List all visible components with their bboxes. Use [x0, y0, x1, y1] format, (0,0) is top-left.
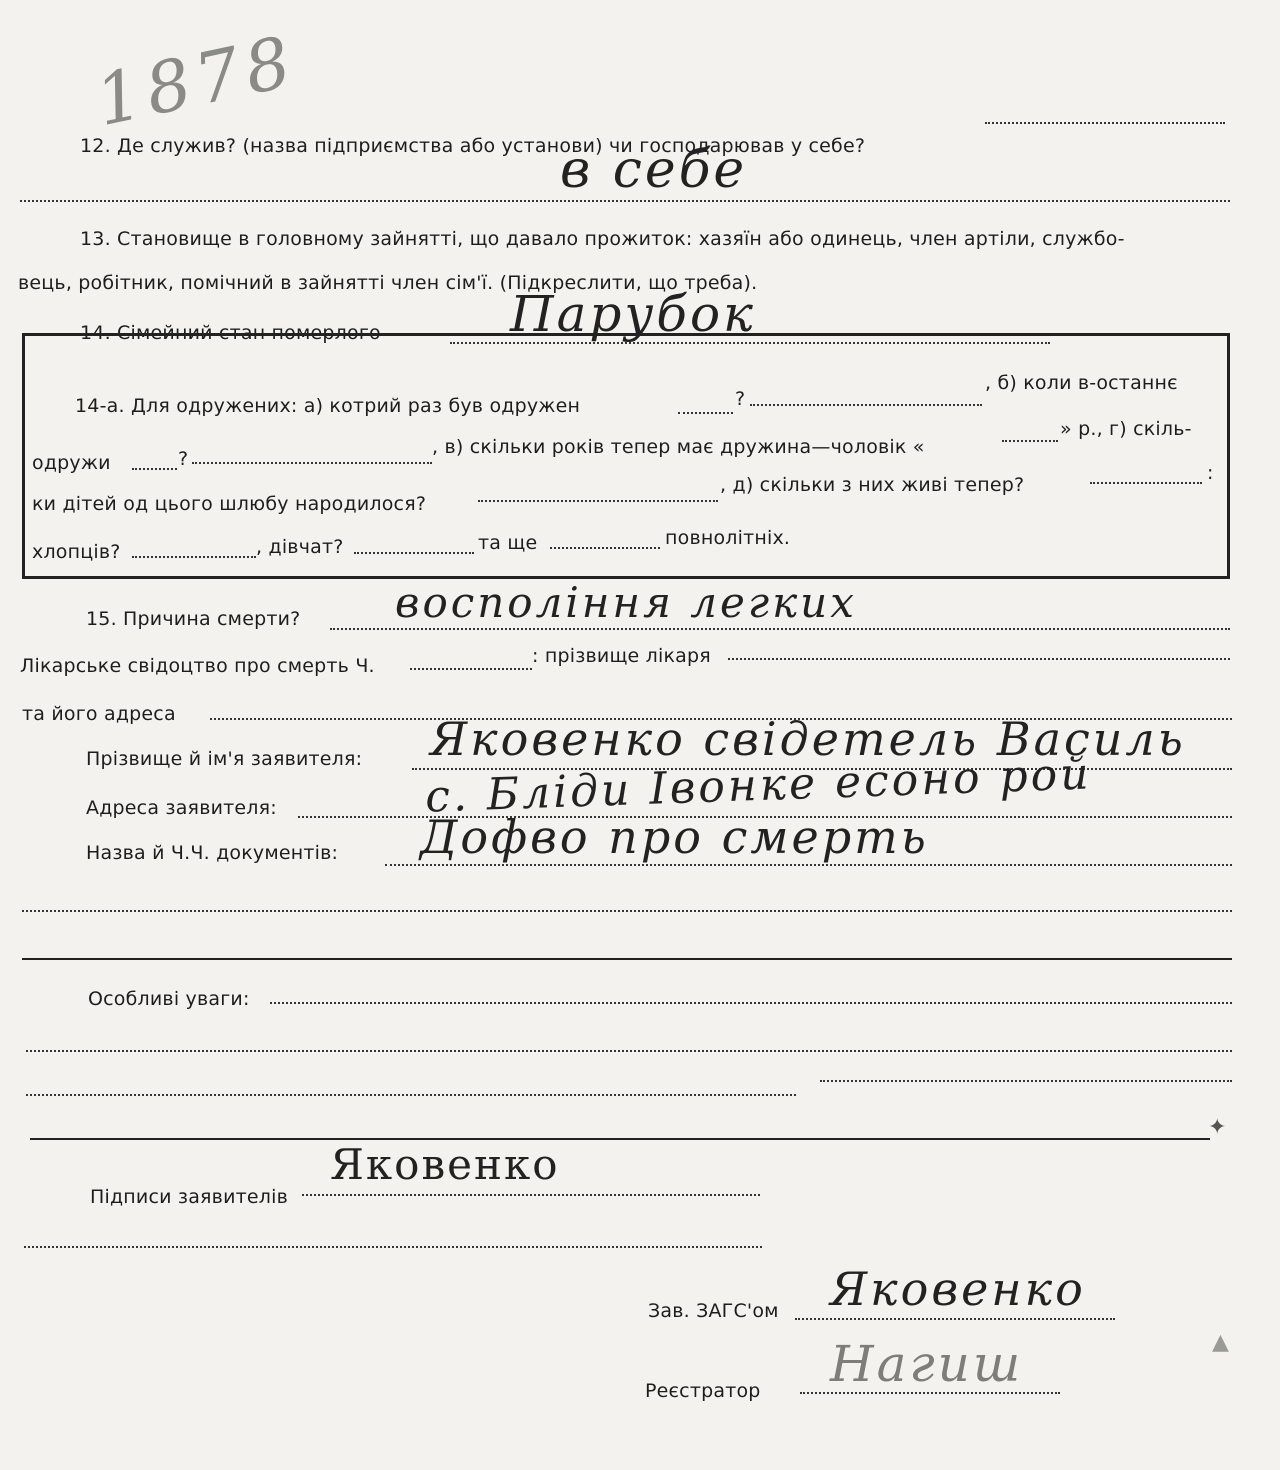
- q14a-l1-dots-1: [678, 412, 733, 414]
- registrar-sign-label: Реєстратор: [645, 1380, 761, 1402]
- q14a-l3-dots-1: [478, 500, 718, 502]
- q12-line: [985, 122, 1225, 124]
- q14a-l3-a: ки дітей од цього шлюбу народилося?: [32, 493, 427, 515]
- applicant-name-label: Прізвище й ім'я заявителя:: [86, 748, 363, 770]
- applicant-address-label: Адреса заявителя:: [86, 797, 277, 819]
- doctor-address-label: та його адреса: [22, 703, 176, 725]
- remarks-line-2: [26, 1050, 1232, 1052]
- q14a-l2-b: , в) скільки років тепер має дружина—чоловік «: [432, 436, 925, 458]
- applicant-signature: Яковенко: [330, 1140, 560, 1189]
- doctor-label-b: : прізвище лікаря: [532, 645, 711, 667]
- q14a-l4-c: та ще: [478, 532, 538, 554]
- q14a-l2-a: одружи: [32, 452, 111, 474]
- applicant-address-answer: с. Бліди Івонке есоно рой: [424, 748, 1093, 823]
- q14-label: 14. Сімейний стан померлого: [80, 322, 381, 344]
- q14a-l2-dots-2: [192, 462, 432, 464]
- q14a-l3-c: :: [1207, 462, 1214, 484]
- applicant-docs-label: Назва й Ч.Ч. документів:: [86, 842, 339, 864]
- q15-line: [330, 628, 1230, 630]
- q14a-l1-dots-2: [750, 404, 982, 406]
- q14a-l4-b: , дівчат?: [256, 536, 344, 558]
- applicant-sign-line: [302, 1194, 760, 1196]
- q14-answer: Парубок: [510, 285, 756, 343]
- remarks-line-4: [820, 1080, 1232, 1082]
- applicant-docs-answer: Дофво про смерть: [420, 810, 929, 864]
- remarks-line-3: [26, 1094, 796, 1096]
- q14a-l2-c: » р., г) скіль-: [1060, 418, 1192, 440]
- q14a-l4-dots-2: [354, 552, 474, 554]
- q14a-l4-dots-1: [132, 556, 256, 558]
- applicant-docs-line: [385, 864, 1232, 866]
- q14a-l4-dots-3: [550, 547, 660, 549]
- q14a-l2-q: ?: [178, 448, 189, 470]
- q15-label: 15. Причина смерти?: [86, 608, 301, 630]
- divider-1: [22, 958, 1232, 960]
- q12-answer: в себе: [560, 140, 748, 200]
- doctor-number-line: [410, 668, 532, 670]
- head-sign-label: Зав. ЗАГС'ом: [648, 1300, 779, 1322]
- q14a-l2-dots-1: [132, 468, 177, 470]
- q13-line2: вець, робітник, помічний в зайнятті член сім'ї. (Підкреслити, що треба).: [18, 272, 758, 294]
- q15-answer: воспоління легких: [395, 578, 857, 627]
- applicant-name-answer: Яковенко свідетель Василь: [430, 712, 1186, 766]
- archive-mark: 1878: [88, 19, 304, 143]
- divider-2: [30, 1138, 1210, 1140]
- remarks-line-1: [270, 1002, 1232, 1004]
- head-signature: Яковенко: [830, 1262, 1086, 1316]
- corner-mark-2: ▲: [1212, 1330, 1229, 1355]
- doctor-name-line: [728, 658, 1230, 660]
- head-sign-line: [795, 1318, 1115, 1320]
- q14a-l1-q: ?: [735, 388, 746, 410]
- applicant-extra-line-1: [22, 910, 1232, 912]
- q13-line1: 13. Становище в головному зайнятті, що давало прожиток: хазяїн або одинець, член артіли, службо-: [80, 228, 1125, 250]
- q14a-l4-d: повнолітніх.: [665, 527, 791, 549]
- applicant-sign-line-2: [24, 1246, 762, 1248]
- q14a-l1-b: , б) коли в-останнє: [985, 372, 1178, 394]
- q14a-l1-a: 14-а. Для одружених: а) котрий раз був одружен: [75, 395, 581, 417]
- q14a-l2-dots-3: [1002, 440, 1058, 442]
- q14a-l3-b: , д) скільки з них живі тепер?: [720, 474, 1025, 496]
- registrar-signature: Нагиш: [830, 1335, 1024, 1393]
- corner-mark: ✦: [1208, 1115, 1227, 1140]
- q14a-l3-dots-2: [1090, 482, 1202, 484]
- remarks-label: Особливі уваги:: [88, 988, 250, 1010]
- applicant-sign-label: Підписи заявителів: [90, 1186, 289, 1208]
- q12-label: 12. Де служив? (назва підприємства або установи) чи господарював у себе?: [80, 135, 866, 157]
- q12-line-2: [20, 200, 1230, 202]
- doctor-label-a: Лікарське свідоцтво про смерть Ч.: [20, 655, 375, 677]
- q14a-l4-a: хлопців?: [32, 541, 121, 563]
